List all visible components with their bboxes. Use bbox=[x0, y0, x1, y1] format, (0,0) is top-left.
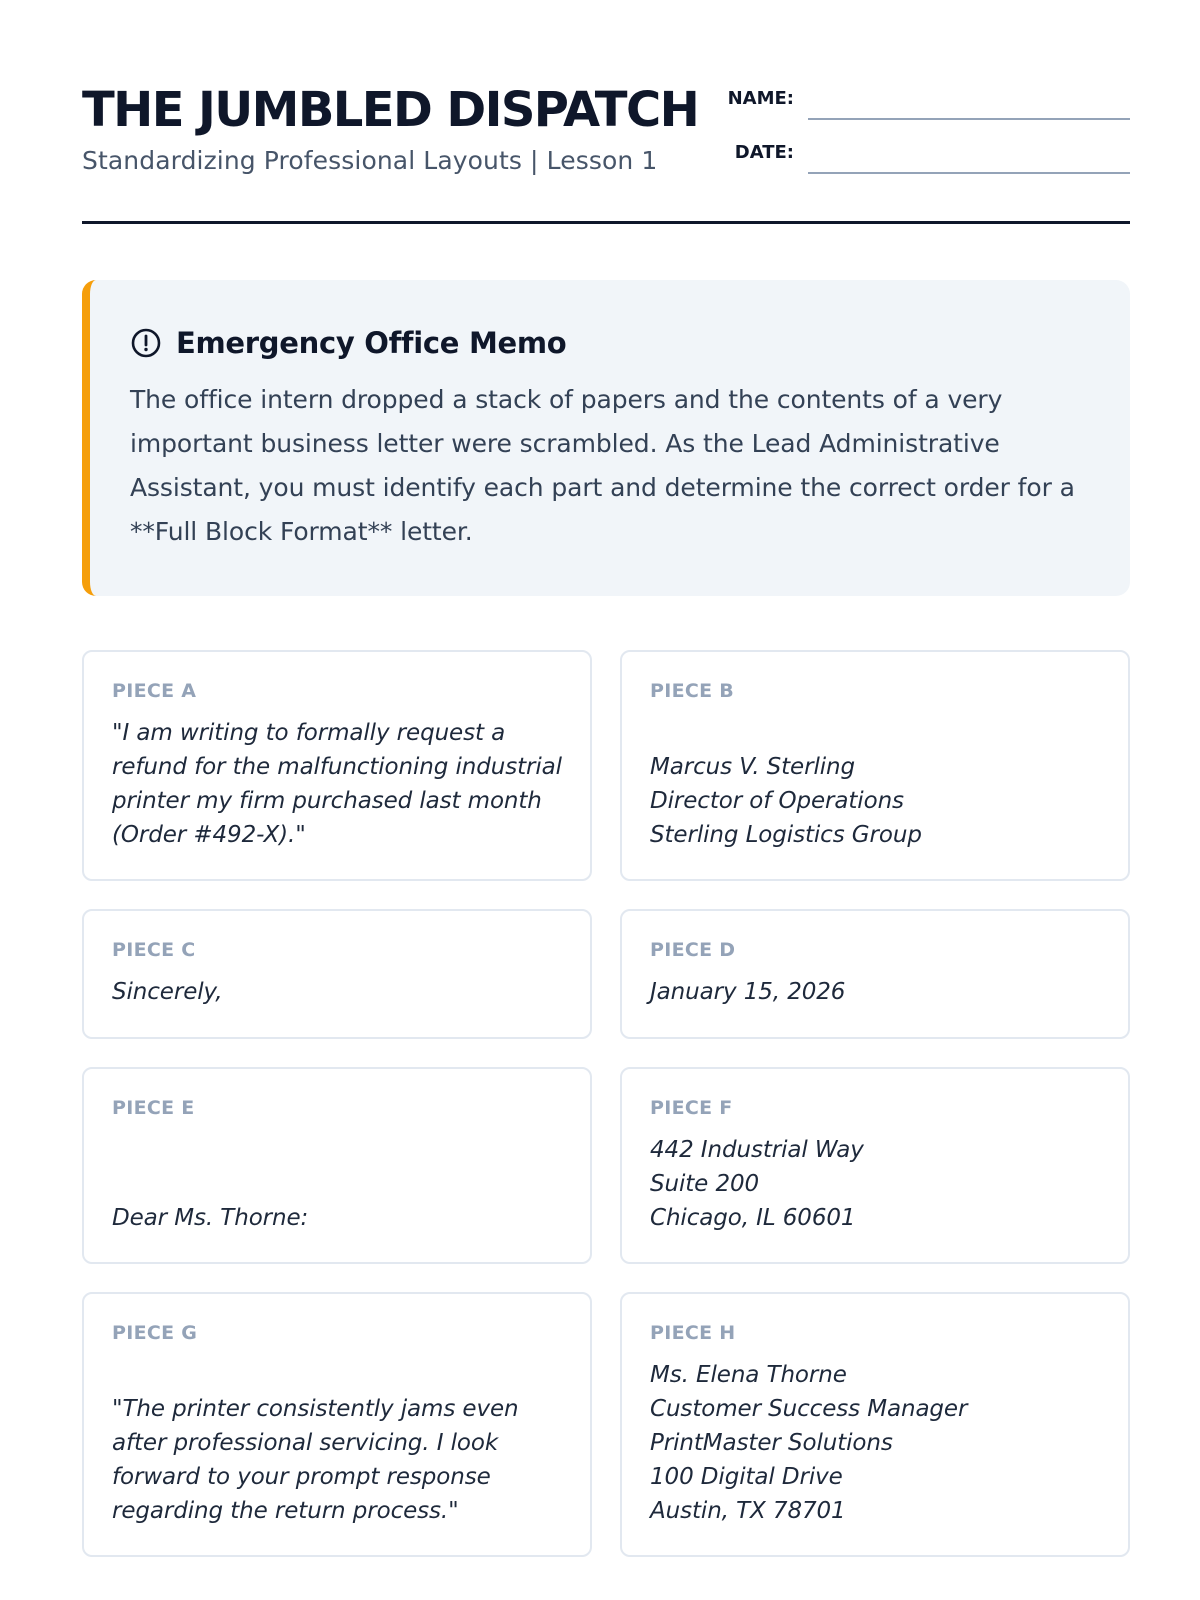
memo-body: The office intern dropped a stack of papers and the contents of a very important business letter were scrambled. As the Lead Administrative Assistant, you must identify each part and determine the correct order for a **Full Block Format** letter. bbox=[130, 385, 1075, 546]
piece-h-card bbox=[620, 1292, 1130, 1557]
memo-title: Emergency Office Memo bbox=[176, 326, 567, 360]
piece-g-card bbox=[82, 1292, 592, 1557]
piece-label: PIECE H bbox=[650, 1322, 736, 1344]
piece-label: PIECE E bbox=[112, 1097, 195, 1119]
alert-circle-icon bbox=[130, 327, 162, 359]
piece-text: Sincerely, bbox=[112, 979, 223, 1005]
date-line[interactable] bbox=[808, 172, 1130, 174]
piece-e-card bbox=[82, 1067, 592, 1264]
emergency-memo bbox=[82, 280, 1130, 596]
worksheet-header bbox=[82, 76, 1130, 226]
student-fields bbox=[725, 88, 1130, 196]
piece-label: PIECE G bbox=[112, 1322, 198, 1344]
header-divider bbox=[82, 221, 1130, 224]
piece-text: Ms. Elena Thorne Customer Success Manager PrintMaster Solutions 100 Digital Drive Austin, TX 78701 bbox=[650, 1362, 968, 1524]
page-subtitle: Standardizing Professional Layouts | Lesson 1 bbox=[82, 146, 658, 175]
piece-label: PIECE C bbox=[112, 939, 196, 961]
piece-f-card bbox=[620, 1067, 1130, 1264]
piece-d-card bbox=[620, 909, 1130, 1039]
piece-text: 442 Industrial Way Suite 200 Chicago, IL 60601 bbox=[650, 1137, 864, 1231]
name-line[interactable] bbox=[808, 118, 1130, 120]
piece-text: Dear Ms. Thorne: bbox=[112, 1205, 309, 1231]
piece-label: PIECE A bbox=[112, 680, 197, 702]
piece-label: PIECE F bbox=[650, 1097, 733, 1119]
piece-a-card bbox=[82, 650, 592, 881]
page-title: THE JUMBLED DISPATCH bbox=[82, 82, 699, 138]
name-label: NAME: bbox=[727, 88, 794, 109]
date-label: DATE: bbox=[734, 142, 794, 163]
piece-b-card bbox=[620, 650, 1130, 881]
piece-text: "The printer consistently jams even after professional servicing. I look forward to your prompt response regarding the return process." bbox=[112, 1396, 519, 1524]
date-field-row bbox=[725, 142, 1130, 196]
memo-header bbox=[130, 326, 1090, 360]
piece-label: PIECE B bbox=[650, 680, 735, 702]
name-field-row bbox=[725, 88, 1130, 142]
piece-label: PIECE D bbox=[650, 939, 736, 961]
piece-text: January 15, 2026 bbox=[650, 979, 846, 1005]
piece-c-card bbox=[82, 909, 592, 1039]
piece-text: "I am writing to formally request a refund for the malfunctioning industrial printer my firm purchased last month (Order #492-X)." bbox=[112, 720, 562, 848]
piece-text: Marcus V. Sterling Director of Operations Sterling Logistics Group bbox=[650, 754, 922, 848]
